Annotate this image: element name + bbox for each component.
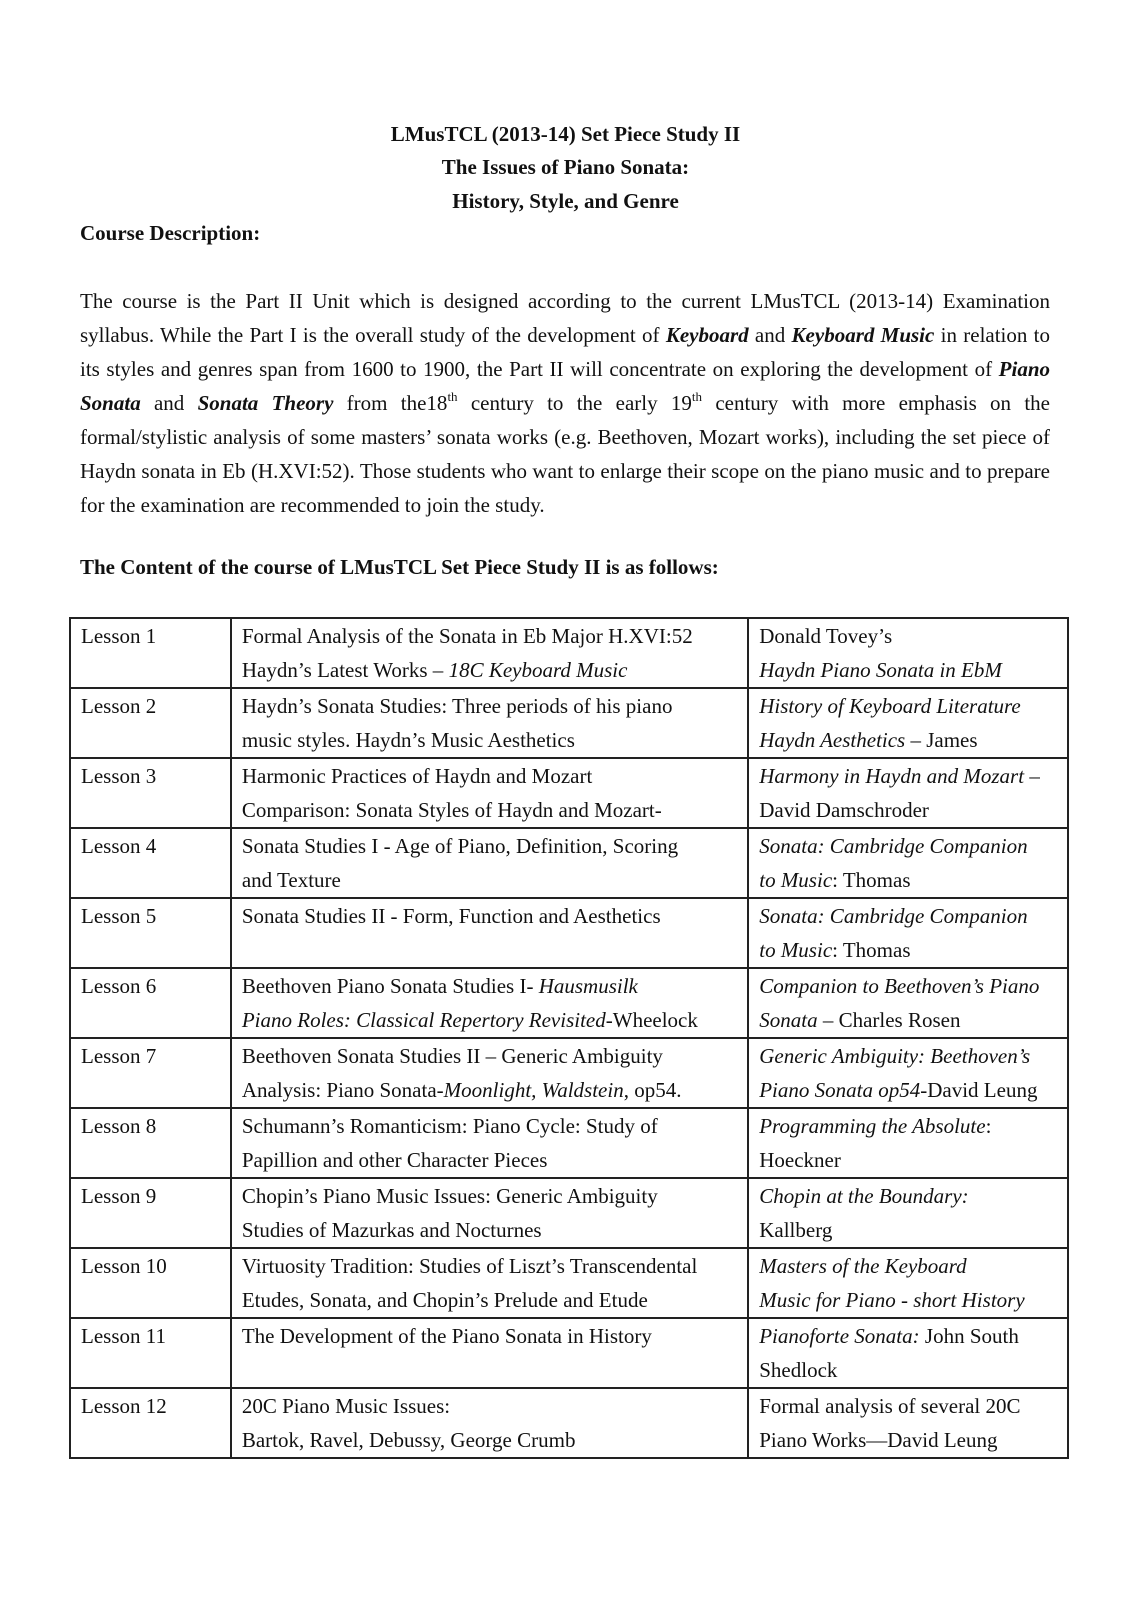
lesson-number: Lesson 8 [70, 1108, 231, 1178]
text: Hoeckner [759, 1148, 841, 1172]
italic-text: Sonata: Cambridge Companion [759, 834, 1028, 858]
lesson-reading-line [759, 1283, 1057, 1317]
text: Harmonic Practices of Haydn and Mozart [241, 764, 593, 788]
lesson-number: Lesson 4 [70, 828, 231, 898]
lesson-number: Lesson 5 [70, 898, 231, 968]
italic-text: Masters of the Keyboard [759, 1254, 967, 1278]
lesson-number: Lesson 11 [70, 1318, 231, 1388]
lesson-reading-line [759, 1143, 1057, 1177]
text: Shedlock [759, 1358, 838, 1382]
table-row [70, 1178, 1068, 1248]
table-row [70, 898, 1068, 968]
text: Virtuosity Tradition: Studies of Liszt’s Transcendental [241, 1254, 698, 1278]
lesson-reading-line [759, 689, 1057, 723]
text: – Charles Rosen [817, 1008, 961, 1032]
lesson-reading-line [759, 1179, 1057, 1213]
lesson-reading [748, 1108, 1068, 1178]
italic-text: Hausmusilk [538, 974, 638, 998]
lesson-topic [231, 828, 748, 898]
text: Piano Works—David Leung [759, 1428, 998, 1452]
lesson-reading [748, 968, 1068, 1038]
table-row [70, 758, 1068, 828]
text: Papillion and other Character Pieces [241, 1148, 548, 1172]
lesson-reading-line [759, 1319, 1057, 1353]
text: Formal analysis of several 20C [759, 1394, 1021, 1418]
lesson-topic-line [242, 1003, 737, 1037]
lesson-reading-line [759, 1423, 1057, 1457]
italic-text: Piano Sonata op54 [759, 1078, 921, 1102]
text: – [1024, 764, 1040, 788]
lesson-reading [748, 1038, 1068, 1108]
text: Beethoven Piano Sonata Studies I- [241, 974, 539, 998]
table-row [70, 968, 1068, 1038]
italic-text: Harmony in Haydn and Mozart [759, 764, 1025, 788]
italic-text: Sonata [759, 1008, 818, 1032]
italic-text: Programming the Absolute [759, 1114, 986, 1138]
text: Schumann’s Romanticism: Piano Cycle: Study of [241, 1114, 658, 1138]
lesson-reading-line [759, 1249, 1057, 1283]
lesson-reading-line [759, 933, 1057, 967]
lesson-topic-line [242, 1283, 737, 1317]
lesson-reading-line [759, 723, 1057, 757]
text: Beethoven Sonata Studies II – Generic Ambiguity [241, 1044, 663, 1068]
lesson-topic-line [242, 1073, 737, 1107]
lesson-number: Lesson 10 [70, 1248, 231, 1318]
text: : Thomas [832, 938, 911, 962]
lesson-topic [231, 758, 748, 828]
table-row [70, 618, 1068, 688]
lesson-reading-line [759, 1003, 1057, 1037]
italic-text: Piano Roles: Classical Repertory Revisited [241, 1008, 606, 1032]
lesson-topic-line [242, 1109, 737, 1143]
lesson-reading-line [759, 1389, 1057, 1423]
lesson-topic [231, 1318, 748, 1388]
italic-text: Sonata: Cambridge Companion [759, 904, 1028, 928]
lesson-reading [748, 618, 1068, 688]
table-row [70, 1248, 1068, 1318]
text: 20C Piano Music Issues: [241, 1394, 451, 1418]
text: -Wheelock [605, 1008, 698, 1032]
lesson-topic-line [242, 1143, 737, 1177]
text: Sonata Studies II - Form, Function and Aesthetics [241, 904, 661, 928]
lesson-reading-line [759, 829, 1057, 863]
lesson-topic-line [242, 1179, 737, 1213]
text: Haydn’s Latest Works – [241, 658, 449, 682]
text: Kallberg [759, 1218, 833, 1242]
table-row [70, 828, 1068, 898]
text: Haydn’s Sonata Studies: Three periods of his piano [241, 694, 673, 718]
table-row [70, 688, 1068, 758]
lesson-topic-line [242, 723, 737, 757]
lesson-topic [231, 688, 748, 758]
text: Studies of Mazurkas and Nocturnes [241, 1218, 542, 1242]
table-row [70, 1388, 1068, 1458]
lesson-topic-line [242, 1319, 737, 1353]
italic-text: Music for Piano - short History [759, 1288, 1025, 1312]
lesson-topic-line [242, 1389, 737, 1423]
text: music styles. Haydn’s Music Aesthetics [241, 728, 575, 752]
lesson-number: Lesson 2 [70, 688, 231, 758]
course-subtitle: The Issues of Piano Sonata: [441, 155, 690, 179]
italic-text: Pianoforte Sonata: [759, 1324, 920, 1348]
lesson-topic-line [242, 969, 737, 1003]
lesson-topic [231, 898, 748, 968]
italic-text: Haydn Piano Sonata in EbM [759, 658, 1002, 682]
text: : [985, 1114, 992, 1138]
lesson-topic-line [242, 829, 737, 863]
lesson-reading-line [759, 619, 1057, 653]
lesson-reading [748, 758, 1068, 828]
lesson-reading-line [759, 1353, 1057, 1387]
lesson-reading-line [759, 1109, 1057, 1143]
italic-text: Chopin at the Boundary: [759, 1184, 969, 1208]
lesson-reading-line [759, 793, 1057, 827]
lesson-reading [748, 1388, 1068, 1458]
lesson-number: Lesson 1 [70, 618, 231, 688]
lesson-topic-line [242, 793, 737, 827]
lesson-reading [748, 1178, 1068, 1248]
lesson-topic-line [242, 1213, 737, 1247]
lesson-topic [231, 1178, 748, 1248]
lesson-topic-line [242, 863, 737, 897]
lesson-topic [231, 1038, 748, 1108]
text: Bartok, Ravel, Debussy, George Crumb [241, 1428, 576, 1452]
italic-text: to Music [759, 938, 833, 962]
course-content-heading: The Content of the course of LMusTCL Set Piece Study II is as follows: [80, 555, 719, 579]
text: Analysis: Piano Sonata- [241, 1078, 444, 1102]
course-subtitle-2: History, Style, and Genre [452, 189, 679, 213]
lesson-topic [231, 1108, 748, 1178]
text: : Thomas [832, 868, 911, 892]
lesson-number: Lesson 3 [70, 758, 231, 828]
lesson-topic-line [242, 1039, 737, 1073]
italic-text: to Music [759, 868, 833, 892]
lesson-number: Lesson 9 [70, 1178, 231, 1248]
text: – James [905, 728, 978, 752]
text: Etudes, Sonata, and Chopin’s Prelude and Etude [241, 1288, 648, 1312]
lesson-reading-line [759, 969, 1057, 1003]
lesson-reading [748, 688, 1068, 758]
lesson-topic [231, 1248, 748, 1318]
lesson-topic [231, 618, 748, 688]
lesson-reading-line [759, 863, 1057, 897]
course-description-heading: Course Description: [80, 221, 261, 245]
table-row [70, 1318, 1068, 1388]
text: Comparison: Sonata Styles of Haydn and Mozart- [241, 798, 662, 822]
text: Donald Tovey’s [759, 624, 893, 648]
italic-text: History of Keyboard Literature [759, 694, 1021, 718]
text: Sonata Studies I - Age of Piano, Definition, Scoring [241, 834, 679, 858]
lesson-topic-line [242, 1423, 737, 1457]
italic-text: Moonlight, Waldstein [443, 1078, 624, 1102]
lesson-topic-line [242, 899, 737, 933]
lesson-topic-line [242, 619, 737, 653]
lesson-reading [748, 1318, 1068, 1388]
text: The Development of the Piano Sonata in History [241, 1324, 652, 1348]
text: John South [919, 1324, 1019, 1348]
table-row [70, 1038, 1068, 1108]
lesson-reading-line [759, 653, 1057, 687]
text: David Damschroder [759, 798, 929, 822]
lesson-reading [748, 1248, 1068, 1318]
lesson-reading-line [759, 1073, 1057, 1107]
lesson-number: Lesson 7 [70, 1038, 231, 1108]
lesson-reading-line [759, 1213, 1057, 1247]
lesson-number: Lesson 12 [70, 1388, 231, 1458]
lesson-topic [231, 1388, 748, 1458]
italic-text: Companion to Beethoven’s Piano [759, 974, 1040, 998]
italic-text: Haydn Aesthetics [759, 728, 906, 752]
lesson-topic-line [242, 1249, 737, 1283]
italic-text: Generic Ambiguity: Beethoven’s [759, 1044, 1031, 1068]
lesson-reading-line [759, 759, 1057, 793]
lesson-reading-line [759, 899, 1057, 933]
lesson-reading [748, 898, 1068, 968]
text: and Texture [241, 868, 341, 892]
lesson-topic-line [242, 653, 737, 687]
table-row [70, 1108, 1068, 1178]
lesson-reading [748, 828, 1068, 898]
text: Chopin’s Piano Music Issues: Generic Ambiguity [241, 1184, 658, 1208]
lesson-topic-line [242, 759, 737, 793]
lesson-topic-line [242, 689, 737, 723]
italic-text: 18C Keyboard Music [448, 658, 628, 682]
course-title: LMusTCL (2013-14) Set Piece Study II [390, 122, 741, 146]
course-description-paragraph: The course is the Part II Unit which is designed according to the current LMusTCL (2013-14) Examination syllabus. While the Part I is the overall study of the development of Keyboard and Keyboard Music in relation to its styles and genres span from 1600 to 1900, the Part II will concentrate on exploring the development of Piano Sonata and Sonata Theory from the18th century to the early 19th century with more emphasis on the formal/stylistic analysis of some masters’ sonata works (e.g. Beethoven, Mozart works), including the set piece of Haydn sonata in Eb (H.XVI:52). Those students who want to enlarge their scope on the piano music and to prepare for the examination are recommended to join the study. [80, 289, 1051, 517]
text: Formal Analysis of the Sonata in Eb Major H.XVI:52 [241, 624, 693, 648]
lessons-table [69, 617, 1069, 1459]
lesson-reading-line [759, 1039, 1057, 1073]
text: , op54. [623, 1078, 682, 1102]
lesson-number: Lesson 6 [70, 968, 231, 1038]
text: -David Leung [920, 1078, 1038, 1102]
lesson-topic [231, 968, 748, 1038]
